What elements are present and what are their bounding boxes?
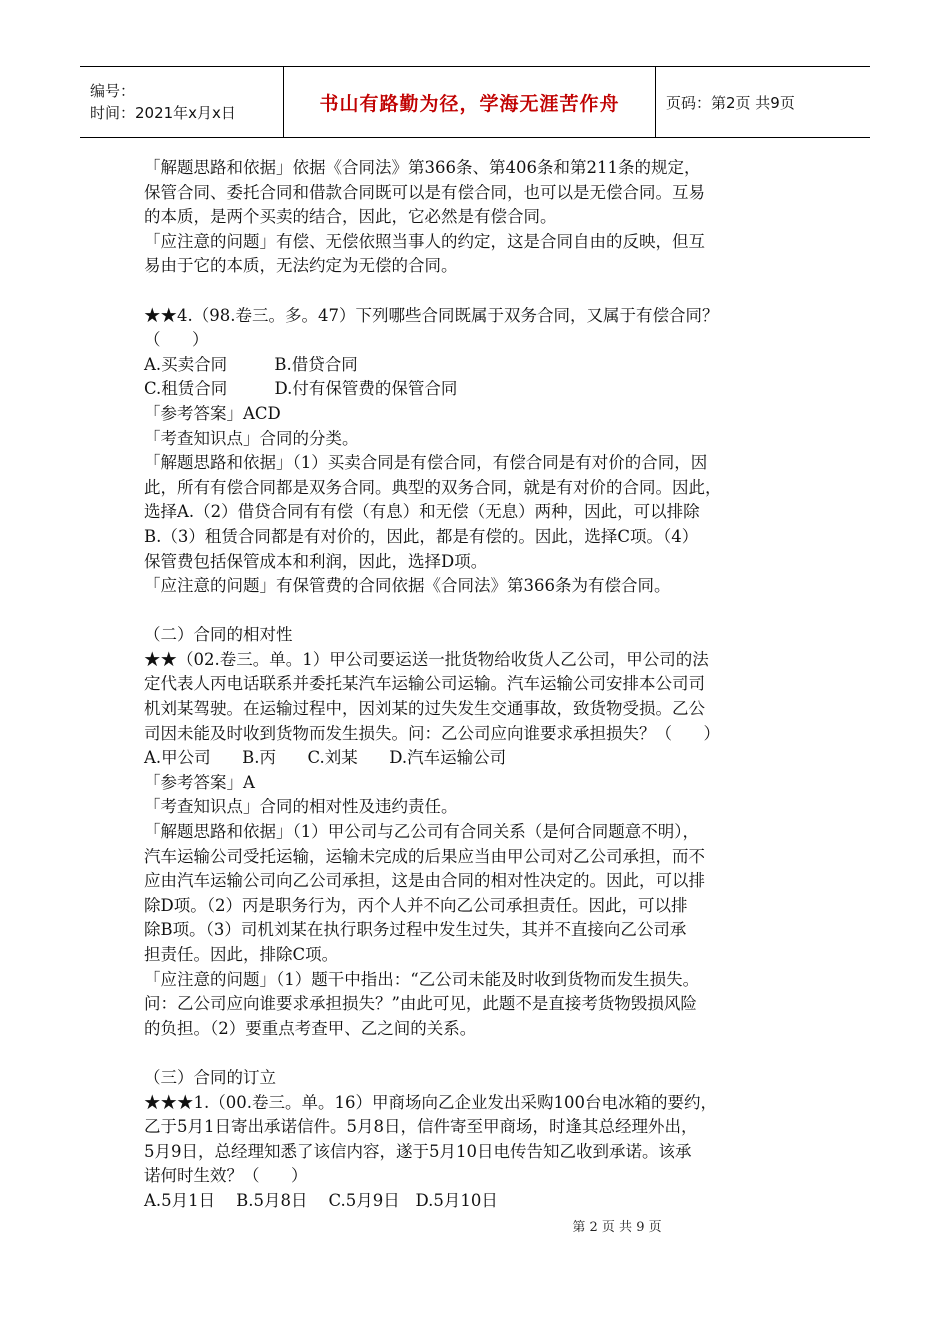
section-heading: （二）合同的相对性 [144, 625, 293, 645]
page-footer [0, 1216, 950, 1235]
text-line: 「应注意的问题」有偿、无偿依照当事人的约定，这是合同自由的反映，但互 [144, 231, 705, 251]
text-line: 汽车运输公司受托运输，运输未完成的后果应当由甲公司对乙公司承担，而不 [144, 846, 705, 866]
text-line: 「应注意的问题」（1）题干中指出：“乙公司未能及时收到货物而发生损失。 [144, 969, 700, 989]
text-line: 5月9日，总经理知悉了该信内容，遂于5月10日电传告知乙收到承诺。该承 [144, 1141, 692, 1161]
paragraph-gap [144, 279, 808, 304]
footer-page-number: 第 2 页 共 9 页 [572, 1220, 662, 1235]
answer-line: 「参考答案」A [144, 772, 255, 792]
text-line: 定代表人丙电话联系并委托某汽车运输公司运输。汽车运输公司安排本公司司 [144, 674, 705, 694]
header-motto: 书山有路勤为径，学海无涯苦作舟 [319, 92, 620, 115]
text-line: （ ） [144, 330, 209, 350]
question-line: ★★（02.卷三。单。1）甲公司要运送一批货物给收货人乙公司，甲公司的法 [144, 649, 709, 669]
document-date-label: 时间：2021年x月x日 [90, 104, 236, 122]
question-line: ★★★1.（00.卷三。单。16）甲商场向乙企业发出采购100台电冰箱的要约， [144, 1092, 717, 1112]
text-line: 应由汽车运输公司向乙公司承担，这是由合同的相对性决定的。因此，可以排 [144, 871, 705, 891]
text-line: 保管合同、委托合同和借款合同既可以是有偿合同，也可以是无偿合同。互易 [144, 182, 705, 202]
text-line: 「考查知识点」合同的相对性及违约责任。 [144, 797, 458, 817]
options-line: A.5月1日 B.5月8日 C.5月9日 D.5月10日 [144, 1190, 498, 1210]
header-page-cell [656, 67, 870, 137]
text-line: 「解题思路和依据」依据《合同法》第366条、第406条和第211条的规定， [144, 158, 701, 177]
text-line: 「应注意的问题」有保管费的合同依据《合同法》第366条为有偿合同。 [144, 576, 671, 596]
text-line: 除B项。（3）司机刘某在执行职务过程中发生过失，其并不直接向乙公司承 [144, 920, 687, 940]
header-motto-cell [283, 67, 656, 137]
page-header [80, 66, 870, 138]
header-page-label: 页码：第2页 共9页 [666, 93, 795, 112]
paragraph-gap [144, 1041, 808, 1066]
text-line: 的负担。（2）要重点考查甲、乙之间的关系。 [144, 1018, 477, 1038]
text-line: 除D项。（2）丙是职务行为，丙个人并不向乙公司承担责任。因此，可以排 [144, 895, 688, 915]
text-line: 「解题思路和依据」（1）甲公司与乙公司有合同关系（是何合同题意不明）， [144, 822, 699, 842]
document-body [144, 156, 808, 1214]
text-line: 问：乙公司应向谁要求承担损失？”由此可见，此题不是直接考货物毁损风险 [144, 994, 697, 1014]
text-line: 诺何时生效？（ ） [144, 1166, 308, 1186]
text-line: 选择A.（2）借贷合同有有偿（有息）和无偿（无息）两种，因此，可以排除 [144, 502, 700, 522]
text-line: 此，所有有偿合同都是双务合同。典型的双务合同，就是有对价的合同。因此， [144, 477, 722, 497]
text-line: 的本质，是两个买卖的结合，因此，它必然是有偿合同。 [144, 207, 557, 227]
text-line: 易由于它的本质，无法约定为无偿的合同。 [144, 256, 458, 276]
section-heading: （三）合同的订立 [144, 1067, 276, 1087]
text-line: 机刘某驾驶。在运输过程中，因刘某的过失发生交通事故，致货物受损。乙公 [144, 699, 705, 719]
document-number-label: 编号： [90, 82, 136, 100]
text-line: 「考查知识点」合同的分类。 [144, 428, 359, 448]
question-line: ★★4.（98.卷三。多。47）下列哪些合同既属于双务合同，又属于有偿合同？ [144, 305, 719, 325]
options-line: A.甲公司 B.丙 C.刘某 D.汽车运输公司 [144, 748, 507, 768]
answer-line: 「参考答案」ACD [144, 403, 281, 423]
options-line: A.买卖合同 B.借贷合同 [144, 354, 358, 374]
text-line: 保管费包括保管成本和利润，因此，选择D项。 [144, 551, 488, 571]
text-line: 担责任。因此，排除C项。 [144, 945, 339, 964]
options-line: C.租赁合同 D.付有保管费的保管合同 [144, 379, 458, 399]
header-meta [80, 67, 283, 137]
text-line: B.（3）租赁合同都是有对价的，因此，都是有偿的。因此，选择C项。（4） [144, 526, 699, 546]
text-line: 「解题思路和依据」（1）买卖合同是有偿合同，有偿合同是有对价的合同，因 [144, 453, 708, 473]
paragraph-gap [144, 599, 808, 624]
text-line: 司因未能及时收到货物而发生损失。问：乙公司应向谁要求承担损失？（ ） [144, 723, 720, 743]
text-line: 乙于5月1日寄出承诺信件。5月8日，信件寄至甲商场，时逢其总经理外出， [144, 1117, 698, 1137]
